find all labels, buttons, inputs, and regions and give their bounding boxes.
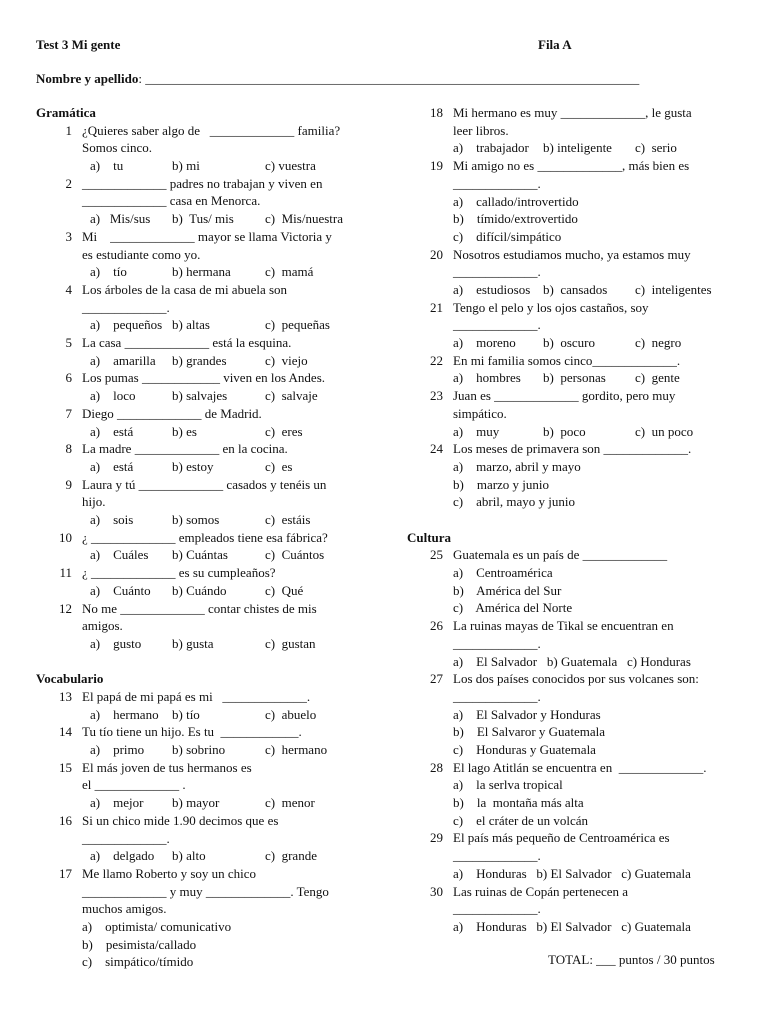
answer-option[interactable]: a) moreno bbox=[453, 335, 516, 351]
answer-option[interactable]: c) estáis bbox=[265, 512, 311, 528]
question-text: Me llamo Roberto y soy un chico _____________ y muy _____________. Tengo muchos amigos. bbox=[82, 865, 329, 917]
answer-option[interactable]: b) El Salvaror y Guatemala bbox=[453, 724, 605, 740]
answer-option[interactable]: a) la serlva tropical bbox=[453, 777, 563, 793]
answer-option[interactable]: a) Cuánto bbox=[90, 582, 151, 598]
question-number: 26 bbox=[430, 618, 443, 634]
options-row[interactable]: a) El Salvador b) Guatemala c) Honduras bbox=[453, 653, 691, 669]
question bbox=[36, 476, 376, 511]
options-row[interactable]: a) Honduras b) El Salvador c) Guatemala bbox=[453, 918, 691, 934]
question-text: Si un chico mide 1.90 decimos que es _____________. bbox=[82, 812, 279, 846]
answer-option[interactable]: c) difícil/simpático bbox=[453, 228, 562, 244]
question-text: Mi hermano es muy _____________, le gusta leer libros. bbox=[453, 105, 692, 138]
answer-option[interactable]: c) gustan bbox=[265, 635, 316, 651]
question-text: El país más pequeño de Centroamérica es _____________. bbox=[453, 830, 670, 864]
question-text: El papá de mi papá es mi _____________. bbox=[82, 688, 311, 704]
question bbox=[407, 759, 747, 777]
answer-option[interactable]: c) viejo bbox=[265, 352, 308, 368]
options-row bbox=[82, 706, 376, 724]
question-number: 3 bbox=[65, 228, 72, 244]
fila-label: Fila A bbox=[538, 37, 572, 52]
question-number: 23 bbox=[430, 388, 443, 404]
question-text: No me _____________ contar chistes de mis amigos. bbox=[82, 600, 317, 634]
question-text: Tu tío tiene un hijo. Es tu ____________. bbox=[82, 724, 302, 740]
answer-option[interactable]: b) tío bbox=[172, 706, 200, 722]
answer-option[interactable]: a) trabajador bbox=[453, 140, 529, 156]
answer-option[interactable]: b) oscuro bbox=[543, 335, 595, 351]
answer-option[interactable]: a) muy bbox=[453, 423, 500, 439]
question-text: La madre _____________ en la cocina. bbox=[82, 441, 288, 457]
question-text: _____________ padres no trabajan y viven en _____________ casa en Menorca. bbox=[82, 175, 323, 209]
section-title: Vocabulario bbox=[36, 671, 104, 687]
answer-option[interactable]: c) grande bbox=[265, 848, 317, 864]
question-text: ¿ _____________ empleados tiene esa fábrica? bbox=[82, 529, 328, 545]
question bbox=[36, 440, 376, 458]
answer-option[interactable]: b) Cuándo bbox=[172, 582, 227, 598]
options-list bbox=[407, 776, 747, 829]
answer-option[interactable]: a) Mis/sus bbox=[90, 211, 151, 227]
question-text: Tengo el pelo y los ojos castaños, soy _____________. bbox=[453, 299, 649, 333]
options-list bbox=[407, 193, 747, 246]
answer-option[interactable]: b) mayor bbox=[172, 795, 220, 811]
answer-option[interactable]: b) estoy bbox=[172, 458, 214, 474]
answer-option[interactable]: c) salvaje bbox=[265, 388, 318, 404]
options-row bbox=[82, 352, 376, 370]
answer-option[interactable]: a) sois bbox=[90, 512, 134, 528]
answer-option[interactable]: a) Cuáles bbox=[90, 547, 149, 563]
options-row bbox=[453, 423, 747, 441]
answer-option[interactable]: c) negro bbox=[635, 335, 682, 351]
answer-option[interactable]: c) abril, mayo y junio bbox=[453, 494, 576, 510]
answer-option[interactable]: a) pequeños bbox=[90, 317, 163, 333]
question bbox=[36, 529, 376, 547]
options-row bbox=[453, 334, 747, 352]
answer-option[interactable]: b) somos bbox=[172, 512, 220, 528]
options-row bbox=[82, 210, 376, 228]
question-number: 6 bbox=[65, 370, 72, 386]
question-text: En mi familia somos cinco_____________. bbox=[453, 352, 681, 368]
answer-option[interactable]: a) tu bbox=[90, 158, 124, 174]
question bbox=[407, 883, 747, 918]
question-text: Juan es _____________ gordito, pero muy simpático. bbox=[453, 388, 676, 421]
question-number: 19 bbox=[430, 158, 443, 174]
answer-option[interactable]: b) mi bbox=[172, 158, 200, 174]
question bbox=[36, 175, 376, 210]
answer-option[interactable]: b) poco bbox=[543, 423, 586, 439]
answer-option[interactable]: c) hermano bbox=[265, 742, 328, 758]
answer-option[interactable]: b) marzo y junio bbox=[453, 476, 550, 492]
name-answer-line[interactable]: : ____________________________________________________________________________ bbox=[138, 71, 640, 86]
question bbox=[407, 829, 747, 864]
question bbox=[407, 352, 747, 370]
question-number: 21 bbox=[430, 299, 443, 315]
question bbox=[36, 405, 376, 423]
question bbox=[407, 387, 747, 422]
question bbox=[407, 617, 747, 652]
answer-option[interactable]: b) la montaña más alta bbox=[453, 795, 584, 811]
answer-option[interactable]: c) América del Norte bbox=[453, 600, 573, 616]
question-number: 20 bbox=[430, 246, 443, 262]
options-row bbox=[82, 847, 376, 865]
answer-option[interactable]: a) optimista/ comunicativo bbox=[82, 919, 232, 935]
question bbox=[407, 440, 747, 458]
question bbox=[407, 104, 747, 139]
question-text: Nosotros estudiamos mucho, ya estamos muy _____________. bbox=[453, 246, 691, 280]
question bbox=[36, 228, 376, 263]
name-row bbox=[36, 70, 639, 88]
answer-option[interactable]: a) Centroamérica bbox=[453, 565, 553, 581]
answer-option[interactable]: c) vuestra bbox=[265, 158, 316, 174]
answer-option[interactable]: a) amarilla bbox=[90, 352, 156, 368]
question-number: 30 bbox=[430, 883, 443, 899]
options-row bbox=[82, 546, 376, 564]
options-row bbox=[82, 263, 376, 281]
test-title: Test 3 Mi gente bbox=[36, 37, 121, 52]
question-text: La casa _____________ está la esquina. bbox=[82, 335, 292, 351]
question-number: 9 bbox=[65, 476, 72, 492]
question bbox=[407, 157, 747, 192]
answer-option[interactable]: a) delgado bbox=[90, 848, 155, 864]
answer-option[interactable]: b) alto bbox=[172, 848, 206, 864]
question bbox=[36, 759, 376, 794]
options-list bbox=[36, 918, 376, 971]
question bbox=[36, 723, 376, 741]
answer-option[interactable]: c) eres bbox=[265, 423, 303, 439]
answer-option[interactable]: b) altas bbox=[172, 317, 210, 333]
question-text: Los árboles de la casa de mi abuela son _____________. bbox=[82, 281, 288, 315]
answer-option[interactable]: c) menor bbox=[265, 795, 315, 811]
question bbox=[407, 246, 747, 281]
answer-option[interactable]: c) Honduras y Guatemala bbox=[453, 742, 596, 758]
options-row bbox=[82, 316, 376, 334]
total-score: TOTAL: ___ puntos / 30 puntos bbox=[548, 952, 715, 967]
question-text: Las ruinas de Copán pertenecen a _____________. bbox=[453, 883, 629, 917]
question-number: 13 bbox=[59, 688, 72, 704]
answer-option[interactable]: b) inteligente bbox=[543, 140, 612, 156]
question bbox=[36, 865, 376, 918]
options-list bbox=[407, 458, 747, 511]
answer-option[interactable]: c) un poco bbox=[635, 423, 694, 439]
section-title: Gramática bbox=[36, 105, 96, 120]
question-text: Diego _____________ de Madrid. bbox=[82, 405, 262, 421]
section-title: Cultura bbox=[407, 529, 452, 545]
answer-option[interactable]: b) personas bbox=[543, 370, 606, 386]
answer-option[interactable]: a) marzo, abril y mayo bbox=[453, 458, 581, 474]
answer-option[interactable]: c) gente bbox=[635, 370, 680, 386]
left-column bbox=[36, 104, 376, 971]
options-list bbox=[407, 706, 747, 759]
question-number: 12 bbox=[59, 600, 72, 616]
options-row bbox=[453, 281, 747, 299]
answer-option[interactable]: b) cansados bbox=[543, 281, 608, 297]
options-row bbox=[453, 139, 747, 157]
answer-option[interactable]: c) abuelo bbox=[265, 706, 317, 722]
answer-option[interactable]: b) pesimista/callado bbox=[82, 936, 197, 952]
answer-option[interactable]: c) Qué bbox=[265, 582, 304, 598]
options-list bbox=[407, 564, 747, 617]
question-number: 25 bbox=[430, 547, 443, 563]
question bbox=[36, 564, 376, 582]
answer-option[interactable]: c) Cuántos bbox=[265, 547, 325, 563]
question bbox=[36, 369, 376, 387]
answer-option[interactable]: a) estudiosos bbox=[453, 281, 531, 297]
question-text: Mi _____________ mayor se llama Victoria y es estudiante como yo. bbox=[82, 228, 332, 262]
question bbox=[407, 299, 747, 334]
answer-option[interactable]: a) está bbox=[90, 423, 134, 439]
question-number: 14 bbox=[59, 724, 72, 740]
answer-option[interactable]: b) América del Sur bbox=[453, 582, 562, 598]
answer-option[interactable]: b) hermana bbox=[172, 264, 231, 280]
question bbox=[36, 688, 376, 706]
answer-option[interactable]: a) callado/introvertido bbox=[453, 193, 579, 209]
answer-option[interactable]: c) mamá bbox=[265, 264, 314, 280]
answer-option[interactable]: b) es bbox=[172, 423, 197, 439]
answer-option[interactable]: c) simpático/tímido bbox=[82, 954, 194, 970]
answer-option[interactable]: a) mejor bbox=[90, 795, 144, 811]
options-row bbox=[82, 387, 376, 405]
question-text: Los pumas ____________ viven en los Andes. bbox=[82, 370, 326, 386]
options-row bbox=[82, 635, 376, 653]
question-text: ¿ _____________ es su cumpleaños? bbox=[82, 565, 276, 581]
question-number: 2 bbox=[65, 175, 72, 191]
question-number: 24 bbox=[430, 441, 443, 457]
options-row bbox=[82, 458, 376, 476]
answer-option[interactable]: c) pequeñas bbox=[265, 317, 330, 333]
question-number: 29 bbox=[430, 830, 443, 846]
answer-option[interactable]: c) el cráter de un volcán bbox=[453, 812, 588, 828]
answer-option[interactable]: b) grandes bbox=[172, 352, 227, 368]
question-text: Mi amigo no es _____________, más bien es _____________. bbox=[453, 158, 690, 191]
question-number: 1 bbox=[65, 122, 72, 138]
question-text: El más joven de tus hermanos es el _____________ . bbox=[82, 759, 252, 793]
answer-option[interactable]: b) tímido/extrovertido bbox=[453, 211, 578, 227]
answer-option[interactable]: a) primo bbox=[90, 742, 145, 758]
answer-option[interactable]: b) Cuántas bbox=[172, 547, 228, 563]
question-number: 17 bbox=[59, 865, 72, 881]
question bbox=[407, 670, 747, 705]
question-text: La ruinas mayas de Tikal se encuentran en _____________. bbox=[453, 618, 674, 651]
options-row bbox=[82, 582, 376, 600]
question-number: 11 bbox=[59, 565, 72, 581]
question-number: 7 bbox=[65, 405, 72, 421]
options-row[interactable]: a) Honduras b) El Salvador c) Guatemala bbox=[453, 865, 691, 881]
question-text: Guatemala es un país de _____________ bbox=[453, 547, 668, 563]
right-column bbox=[407, 104, 747, 936]
spacer bbox=[36, 653, 376, 671]
answer-option[interactable]: c) serio bbox=[635, 140, 677, 156]
answer-option[interactable]: a) loco bbox=[90, 388, 136, 404]
answer-option[interactable]: b) sobrino bbox=[172, 742, 226, 758]
options-row bbox=[82, 741, 376, 759]
answer-option[interactable]: a) hombres bbox=[453, 370, 521, 386]
answer-option[interactable]: b) salvajes bbox=[172, 388, 228, 404]
answer-option[interactable]: b) Tus/ mis bbox=[172, 211, 234, 227]
answer-option[interactable]: a) gusto bbox=[90, 635, 142, 651]
question bbox=[36, 812, 376, 847]
answer-option[interactable]: c) inteligentes bbox=[635, 281, 712, 297]
question bbox=[36, 122, 376, 157]
question-number: 5 bbox=[65, 335, 72, 351]
question-number: 8 bbox=[65, 441, 72, 457]
options-row bbox=[453, 369, 747, 387]
question-number: 22 bbox=[430, 352, 443, 368]
question-text: Laura y tú _____________ casados y tenéis un hijo. bbox=[82, 476, 327, 510]
question-text: Los meses de primavera son _____________. bbox=[453, 441, 692, 457]
answer-option[interactable]: a) hermano bbox=[90, 706, 159, 722]
question bbox=[36, 334, 376, 352]
answer-option[interactable]: a) tío bbox=[90, 264, 127, 280]
options-row bbox=[82, 794, 376, 812]
options-row bbox=[82, 423, 376, 441]
answer-option[interactable]: c) es bbox=[265, 458, 293, 474]
question bbox=[36, 600, 376, 635]
question-number: 15 bbox=[59, 759, 72, 775]
answer-option[interactable]: a) El Salvador y Honduras bbox=[453, 706, 601, 722]
answer-option[interactable]: c) Mis/nuestra bbox=[265, 211, 343, 227]
options-row bbox=[82, 511, 376, 529]
question-number: 18 bbox=[430, 105, 443, 120]
options-row bbox=[82, 157, 376, 175]
question-number: 4 bbox=[65, 281, 72, 297]
question-number: 10 bbox=[59, 529, 72, 545]
answer-option[interactable]: b) gusta bbox=[172, 635, 214, 651]
question-number: 27 bbox=[430, 671, 443, 687]
question-text: Los dos países conocidos por sus volcanes son: _____________. bbox=[453, 671, 699, 704]
answer-option[interactable]: a) está bbox=[90, 458, 134, 474]
question bbox=[407, 546, 747, 564]
question-number: 28 bbox=[430, 759, 443, 775]
question-text: ¿Quieres saber algo de _____________ familia? Somos cinco. bbox=[82, 122, 341, 156]
name-label: Nombre y apellido bbox=[36, 71, 139, 86]
question bbox=[36, 281, 376, 316]
question-number: 16 bbox=[59, 812, 72, 828]
question-text: El lago Atitlán se encuentra en _____________. bbox=[453, 759, 707, 775]
spacer bbox=[407, 511, 747, 529]
